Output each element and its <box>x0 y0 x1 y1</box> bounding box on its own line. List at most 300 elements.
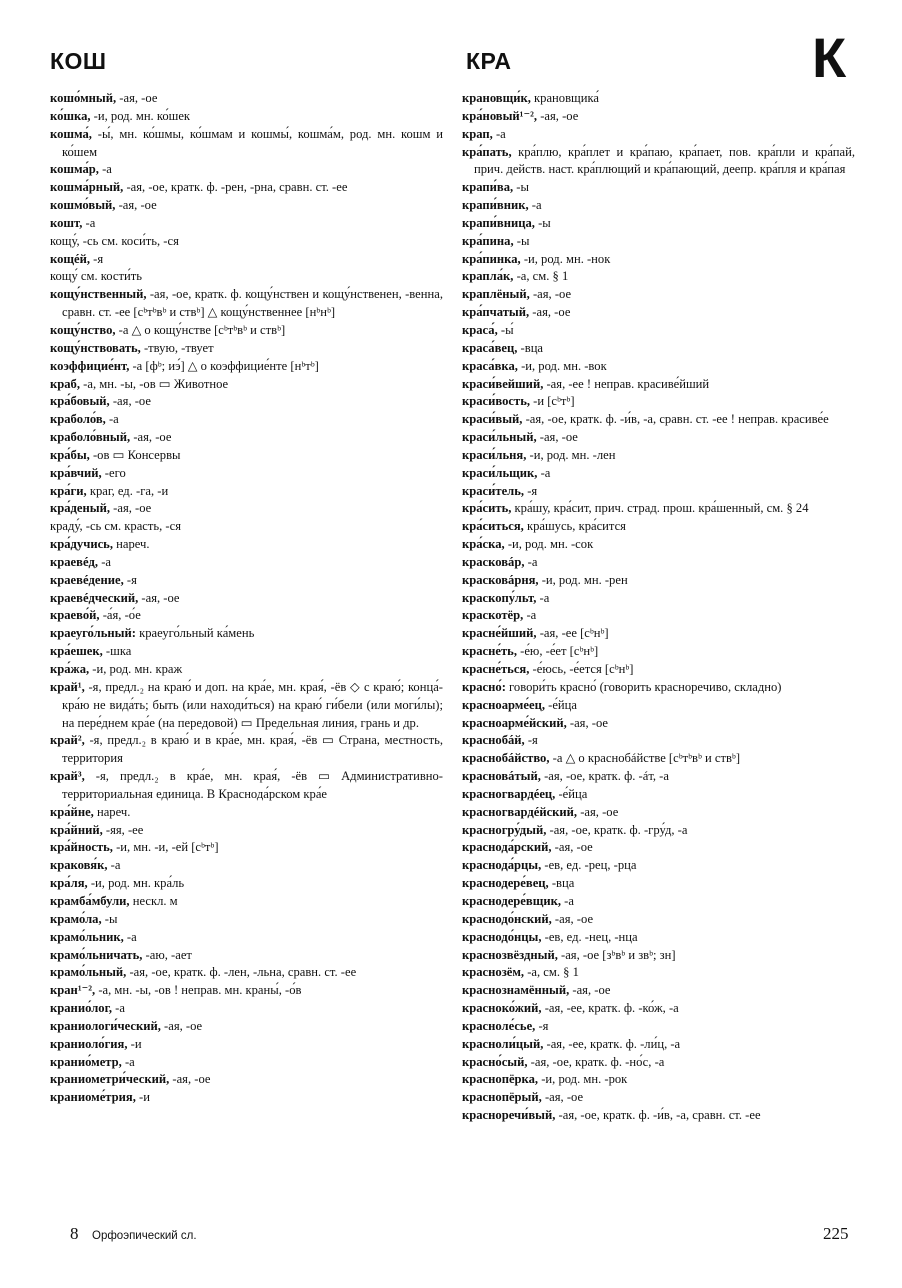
dictionary-entry <box>462 1000 855 1018</box>
entry-definition: -а <box>107 858 121 873</box>
dictionary-entry <box>462 875 855 893</box>
entry-headword: краскотёр, <box>462 608 524 623</box>
entry-definition: -а, см. § 1 <box>513 269 569 284</box>
entry-headword: краснозвёздный, <box>462 947 558 962</box>
entry-definition: кра́шу, кра́сит, прич. страд. прош. кра́шенный, см. § 24 <box>511 501 809 516</box>
entry-definition: -ая, -ое, кратк. ф. -лен, -льна, сравн. ст. -ее <box>126 965 357 980</box>
entry-definition: -ая, -ое <box>160 1018 203 1033</box>
dictionary-entry <box>462 1089 855 1107</box>
entry-definition: -и <box>135 1090 150 1105</box>
dictionary-entry <box>462 590 855 608</box>
entry-headword: краси́вый, <box>462 412 523 427</box>
entry-definition: -а, см. § 1 <box>524 965 579 980</box>
entry-headword: край², <box>50 733 85 748</box>
entry-definition: -а, мн. -ы, -ов ! неправ. мн. краны́, -о́в <box>95 983 302 998</box>
dictionary-entry <box>462 251 855 269</box>
entry-definition: -вца <box>548 876 575 891</box>
entry-headword: крап, <box>462 126 493 141</box>
entry-definition: -ы <box>513 180 529 195</box>
entry-headword: кра́дучись, <box>50 537 113 552</box>
entry-definition: -и, род. мн. краж <box>89 662 183 676</box>
entry-definition: -и, род. мн. -рен <box>538 572 628 587</box>
entry-headword: красновáтый, <box>462 769 541 784</box>
entry-headword: краси́вейший, <box>462 376 544 391</box>
entry-definition: -ая, -ое <box>551 840 593 855</box>
dictionary-entry <box>462 1036 855 1054</box>
entry-headword: кра́ешек, <box>50 644 103 659</box>
entry-headword: краси́льный, <box>462 430 537 445</box>
entry-headword: кра́пина, <box>462 233 514 248</box>
dictionary-entry <box>50 108 443 126</box>
entry-headword: краковя́к, <box>50 858 108 873</box>
dictionary-entry <box>462 322 855 340</box>
entry-definition: -ая, -ое <box>569 983 611 998</box>
entry-definition: кра́плю, кра́плет и кра́паю, кра́пает, пов. кра́пли и кра́пай, прич. действ. наст. кра́плющий и кра́пающий, деепр. кра́пля и кра́пая <box>474 144 855 177</box>
left-page-number: 8 <box>70 1224 79 1243</box>
entry-definition: краду́, -сь см. красть, -ся <box>50 519 181 534</box>
entry-definition: -ев, ед. -рец, -рца <box>541 858 637 873</box>
entry-headword: кранио́метр, <box>50 1054 122 1069</box>
entry-definition: -ая, -ое, кратк. ф. -и́в, -а, сравн. ст. -ее ! неправ. красиве́е <box>522 412 829 427</box>
entry-headword: край³, <box>50 769 85 784</box>
entry-headword: краниологи́ческий, <box>50 1018 161 1033</box>
entry-definition: кощу́ см. кости́ть <box>50 269 142 284</box>
entry-definition: нареч. <box>112 537 150 552</box>
dictionary-entry <box>50 179 443 197</box>
dictionary-entry <box>462 447 855 465</box>
entry-definition: -а́я, -о́е <box>99 608 141 623</box>
entry-definition: -а <box>105 412 119 427</box>
entry-headword: краснопёрый, <box>462 1090 542 1105</box>
entry-headword: кошма́рный, <box>50 180 124 195</box>
dictionary-entry <box>50 215 443 233</box>
dictionary-entry <box>462 90 855 108</box>
entry-headword: краснодо́нский, <box>462 911 552 926</box>
entry-definition: -ая, -ое <box>109 394 151 409</box>
entry-definition: кра́шусь, кра́сится <box>523 519 626 534</box>
entry-headword: кощу́нство, <box>50 322 116 337</box>
entry-definition: -яя, -ее <box>102 822 144 837</box>
entry-definition: -ы <box>101 911 118 926</box>
dictionary-entry <box>50 607 443 625</box>
dictionary-entry <box>50 161 443 179</box>
entry-headword: красногвардéйский, <box>462 804 578 819</box>
entry-headword: кра́деный, <box>50 501 111 516</box>
entry-headword: кра́йне, <box>50 804 94 819</box>
dictionary-entry <box>50 911 443 929</box>
entry-definition: -а <box>561 893 574 908</box>
entry-definition: -а <box>98 554 111 569</box>
entry-definition: -а <box>492 126 506 141</box>
entry-definition: -а <box>121 1054 135 1069</box>
dictionary-entry <box>50 393 443 411</box>
dictionary-entry <box>50 376 443 394</box>
entry-definition: -аю, -ает <box>142 947 192 962</box>
dictionary-entry <box>50 90 443 108</box>
entry-definition: -а <box>123 929 137 944</box>
entry-definition: -и, род. мн. -рок <box>538 1072 628 1087</box>
entry-definition: -а <box>536 590 550 605</box>
entry-headword: кран¹⁻², <box>50 983 96 998</box>
entry-definition: -ая, -ое, кратк. ф. -но́с, -а <box>527 1054 665 1069</box>
dictionary-entry <box>462 982 855 1000</box>
entry-headword: кра́бовый, <box>50 394 110 409</box>
dictionary-entry <box>462 572 855 590</box>
entry-definition: -а <box>524 554 538 569</box>
entry-headword: краси́вость, <box>462 394 530 409</box>
dictionary-entry <box>462 358 855 376</box>
dictionary-entry <box>462 839 855 857</box>
entry-headword: кра́ля, <box>50 876 88 891</box>
entry-definition: -я <box>524 483 538 498</box>
entry-definition: -и, род. мн. -сок <box>504 537 594 552</box>
entry-headword: краснобáй, <box>462 733 525 748</box>
entry-definition: -а [фᵇ; иэ́] △ о коэффицие́нте [нᵇтᵇ] <box>129 358 319 373</box>
entry-headword: краниометри́ческий, <box>50 1072 170 1087</box>
dictionary-entry <box>50 536 443 554</box>
dictionary-entry <box>50 679 443 733</box>
entry-definition: -и [cᵇтᵇ] <box>530 394 575 409</box>
entry-definition: -я <box>123 572 137 587</box>
dictionary-entry <box>462 1107 855 1125</box>
entry-headword: краса́вец, <box>462 340 518 355</box>
dictionary-entry <box>50 126 443 162</box>
entry-definition: -ая, -ое <box>566 715 609 730</box>
entry-definition: -и <box>127 1036 142 1051</box>
entry-definition: -я, предл.₂ в кра́е, мн. края́, -ёв ▭ Административно-территориальная единица. В Краснода́рском кра́е <box>62 769 443 801</box>
entry-headword: кра́бы, <box>50 447 90 462</box>
entry-definition: -я <box>535 1018 549 1033</box>
entry-headword: краснопёрка, <box>462 1072 539 1087</box>
entry-headword: краево́й, <box>50 608 100 623</box>
entry-headword: кра́пать, <box>462 144 512 159</box>
entry-definition: -ая, -ое <box>169 1072 211 1087</box>
dictionary-entry <box>50 1089 443 1107</box>
dictionary-entry <box>50 411 443 429</box>
entry-definition: -ая, -ое <box>541 1090 584 1105</box>
dictionary-entry <box>50 554 443 572</box>
entry-definition: кощу́, -сь см. коси́ть, -ся <box>50 233 179 248</box>
entry-definition: -а <box>82 215 96 230</box>
entry-headword: краниоло́гия, <box>50 1036 128 1051</box>
dictionary-entry <box>50 643 443 661</box>
entry-definition: краг, ед. -га, -и <box>86 483 169 498</box>
entry-definition: -ы́ <box>497 322 514 337</box>
dictionary-entry <box>50 893 443 911</box>
entry-definition: -и, род. мн. -лен <box>526 447 616 462</box>
running-header-right: КРА <box>466 48 512 74</box>
entry-definition: -ая, -ое <box>130 430 172 445</box>
entry-headword: кощу́нствовать, <box>50 340 141 355</box>
entry-headword: красноле́сье, <box>462 1018 536 1033</box>
dictionary-entry <box>462 643 855 661</box>
entry-headword: краснозём, <box>462 965 525 980</box>
entry-definition: -е́йца <box>544 697 577 712</box>
dictionary-entry <box>462 1071 855 1089</box>
entry-headword: краснодере́вец, <box>462 876 549 891</box>
entry-headword: краниоме́трия, <box>50 1090 136 1105</box>
entry-definition: -а <box>528 198 542 213</box>
dictionary-entry <box>50 572 443 590</box>
entry-definition: -ы́, мн. ко́шмы, ко́шмам и кошмы́, кошма́м, род. мн. кошм и ко́шем <box>62 126 443 159</box>
entry-definition: -ая, -ое <box>529 287 572 302</box>
entry-definition: -ы <box>513 233 530 248</box>
book-title: Орфоэпический сл. <box>92 1230 197 1242</box>
entry-definition: -а, мн. -ы, -ов ▭ Животное <box>80 376 229 391</box>
entry-headword: кощéй, <box>50 251 91 266</box>
entry-headword: красне́ться, <box>462 662 530 676</box>
entry-headword: кра́ги, <box>50 483 87 498</box>
dictionary-entry <box>462 286 855 304</box>
entry-headword: кранио́лог, <box>50 1001 113 1016</box>
entry-definition: -а <box>112 1001 125 1016</box>
entry-headword: кра́жа, <box>50 662 90 676</box>
entry-headword: кра́сить, <box>462 501 512 516</box>
entry-headword: крановщи́к, <box>462 91 531 105</box>
entry-definition: -ая, -ее ! неправ. красиве́йший <box>543 376 710 391</box>
dictionary-entry <box>462 108 855 126</box>
entry-definition: -я, предл.₂ в краю́ и в кра́е, мн. края́, -ёв ▭ Страна, местность, территория <box>62 733 443 766</box>
entry-headword: краси́льщик, <box>462 465 538 480</box>
entry-definition: -а △ о краснобáйстве [cᵇтᵇвᵇ и ствᵇ] <box>549 751 741 766</box>
dictionary-entry <box>50 286 443 322</box>
dictionary-entry <box>50 268 443 286</box>
dictionary-entry <box>462 268 855 286</box>
dictionary-entry <box>50 429 443 447</box>
entry-definition: -и, род. мн. -вок <box>517 358 607 373</box>
dictionary-entry <box>50 197 443 215</box>
entry-definition: -ов ▭ Консервы <box>89 447 181 462</box>
left-column <box>50 90 443 1107</box>
dictionary-entry <box>462 679 855 697</box>
entry-headword: краси́тель, <box>462 483 525 498</box>
dictionary-entry <box>50 358 443 376</box>
dictionary-entry <box>462 536 855 554</box>
dictionary-entry <box>50 857 443 875</box>
dictionary-entry <box>462 929 855 947</box>
dictionary-entry <box>462 750 855 768</box>
dictionary-entry <box>462 411 855 429</box>
entry-definition: -е́ю, -е́ет [cᵇнᵇ] <box>517 644 599 659</box>
entry-headword: краб, <box>50 376 81 391</box>
entry-headword: красковáр, <box>462 554 525 569</box>
entry-definition: -ая, -ое <box>577 804 619 819</box>
entry-headword: краплёный, <box>462 287 530 302</box>
dictionary-entry <box>50 1018 443 1036</box>
entry-definition: -а △ о кощу́нстве [cᵇтᵇвᵇ и ствᵇ] <box>115 322 286 337</box>
entry-headword: краснодере́вщик, <box>462 893 561 908</box>
entry-headword: краса́вка, <box>462 358 518 373</box>
entry-definition: -ая, -ее, кратк. ф. -ли́ц, -а <box>543 1036 681 1051</box>
dictionary-entry <box>50 1054 443 1072</box>
entry-definition: -и, род. мн. -нок <box>520 251 611 266</box>
entry-headword: красногвардéец, <box>462 786 556 801</box>
right-page-number: 225 <box>823 1224 849 1243</box>
dictionary-entry <box>50 661 443 679</box>
entry-definition: -ев, ед. -нец, -нца <box>541 929 638 944</box>
entry-definition: -ая, -ое <box>138 590 180 605</box>
dictionary-entry <box>50 590 443 608</box>
running-header-left: КОШ <box>50 48 107 74</box>
entry-headword: краскопу́льт, <box>462 590 537 605</box>
entry-headword: красковáрня, <box>462 572 539 587</box>
dictionary-entry <box>50 340 443 358</box>
entry-headword: кра́пинка, <box>462 251 521 266</box>
entry-headword: кошма́р, <box>50 162 99 177</box>
entry-headword: кра́новый¹⁻², <box>462 108 538 123</box>
entry-headword: краевéдческий, <box>50 590 139 605</box>
dictionary-entry <box>50 447 443 465</box>
entry-headword: красноко́жий, <box>462 1001 542 1016</box>
dictionary-entry <box>462 304 855 322</box>
entry-definition: -я <box>524 733 538 748</box>
entry-headword: краевéдение, <box>50 572 124 587</box>
dictionary-entry <box>462 1054 855 1072</box>
dictionary-entry <box>462 768 855 786</box>
entry-definition: -е́юсь, -е́ется [cᵇнᵇ] <box>529 662 634 676</box>
dictionary-entry <box>50 625 443 643</box>
entry-headword: крапи́вница, <box>462 215 535 230</box>
entry-headword: кошмо́вый, <box>50 198 116 213</box>
dictionary-entry <box>50 839 443 857</box>
entry-definition: -ая, -ое <box>537 108 579 123</box>
entry-headword: кра́ска, <box>462 537 505 552</box>
entry-headword: краси́льня, <box>462 447 527 462</box>
entry-headword: красногру́дый, <box>462 822 547 837</box>
entry-headword: крапи́ва, <box>462 180 514 195</box>
entry-definition: -ая, -ое, кратк. ф. -áт, -а <box>540 769 669 784</box>
dictionary-entry <box>462 126 855 144</box>
entry-headword: кра́ситься, <box>462 519 524 534</box>
entry-definition: -и, мн. -и, -ей [cᵇтᵇ] <box>112 840 219 855</box>
entry-definition: -и, род. мн. кра́ль <box>87 876 185 891</box>
dictionary-entry <box>462 625 855 643</box>
dictionary-entry <box>462 786 855 804</box>
dictionary-entry <box>462 1018 855 1036</box>
entry-definition: -ая, -ое <box>116 91 158 105</box>
entry-headword: красно́: <box>462 679 506 694</box>
entry-definition: -а <box>537 465 551 480</box>
dictionary-entry <box>462 215 855 233</box>
entry-definition: -ая, -ое, кратк. ф. -гру́д, -а <box>546 822 688 837</box>
entry-definition: -ая, -ое <box>551 911 594 926</box>
dictionary-entry <box>462 465 855 483</box>
entry-headword: коэффицие́нт, <box>50 358 130 373</box>
entry-headword: красне́йший, <box>462 626 537 641</box>
entry-definition: -ая, -ое <box>115 198 157 213</box>
dictionary-entry <box>50 947 443 965</box>
dictionary-entry <box>462 661 855 679</box>
entry-definition: -а <box>523 608 537 623</box>
entry-definition: -я, предл.₂ на краю́ и доп. на кра́е, мн. края́, -ёв ◇ с краю́; конца́-кра́ю не вида́ть; быть (или находи́ться) на краю́ ги́бели (или моги́лы); на пере́днем кра́е (на передовой) ▭ Предельная линия, грань и др. <box>62 679 443 730</box>
entry-headword: краснода́рский, <box>462 840 552 855</box>
entry-headword: красноарме́йский, <box>462 715 567 730</box>
entry-headword: краснодо́нцы, <box>462 929 542 944</box>
entry-headword: красноарме́ец, <box>462 697 545 712</box>
entry-headword: красноли́цый, <box>462 1036 544 1051</box>
dictionary-entry <box>50 929 443 947</box>
entry-headword: красноречи́вый, <box>462 1108 556 1123</box>
entry-headword: кра́йность, <box>50 840 113 855</box>
entry-headword: кощу́нственный, <box>50 287 147 302</box>
dictionary-entry <box>50 1000 443 1018</box>
entry-definition: -ая, -ее [cᵇнᵇ] <box>536 626 609 641</box>
dictionary-entry <box>462 697 855 715</box>
dictionary-entry <box>50 822 443 840</box>
dictionary-entry <box>50 804 443 822</box>
entry-definition: -и, род. мн. ко́шек <box>90 108 191 123</box>
entry-headword: красне́ть, <box>462 644 517 659</box>
dictionary-entry <box>50 875 443 893</box>
entry-definition: нескл. м <box>129 893 178 908</box>
dictionary-entry <box>462 607 855 625</box>
entry-headword: кошт, <box>50 215 83 230</box>
entry-headword: ко́шка, <box>50 108 91 123</box>
entry-definition: -а <box>98 162 112 177</box>
entry-headword: крамба́мбули, <box>50 893 130 908</box>
entry-headword: кошма́, <box>50 126 92 141</box>
dictionary-entry <box>50 518 443 536</box>
entry-headword: крапи́вник, <box>462 198 529 213</box>
entry-definition: -я <box>90 251 104 266</box>
dictionary-entry <box>462 518 855 536</box>
dictionary-entry <box>50 982 443 1000</box>
entry-definition: нареч. <box>93 804 131 819</box>
dictionary-entry <box>462 964 855 982</box>
dictionary-entry <box>50 465 443 483</box>
entry-headword: кошо́мный, <box>50 91 117 105</box>
entry-headword: краболо́в, <box>50 412 106 427</box>
dictionary-entry <box>50 322 443 340</box>
entry-headword: кра́йний, <box>50 822 103 837</box>
dictionary-entry <box>462 483 855 501</box>
entry-headword: краеуго́льный: <box>50 626 136 641</box>
dictionary-entry <box>50 251 443 269</box>
dictionary-entry <box>50 964 443 982</box>
entry-headword: крамо́ла, <box>50 911 102 926</box>
entry-headword: краснобáйство, <box>462 751 550 766</box>
entry-definition: -ая, -ое, кратк. ф. -рен, -рна, сравн. ст. -ее <box>123 180 348 195</box>
section-letter: К <box>812 26 847 89</box>
dictionary-entry <box>462 197 855 215</box>
entry-headword: крамо́льный, <box>50 965 127 980</box>
entry-headword: кра́пчатый, <box>462 305 530 320</box>
footer-left <box>70 1224 197 1244</box>
entry-definition: краеуго́льный ка́мень <box>135 626 255 641</box>
entry-headword: крамо́льник, <box>50 929 124 944</box>
entry-headword: красно́сый, <box>462 1054 528 1069</box>
entry-definition: -ая, -ее, кратк. ф. -ко́ж, -а <box>541 1001 679 1016</box>
dictionary-entry <box>462 144 855 180</box>
dictionary-entry <box>462 947 855 965</box>
dictionary-entry <box>462 340 855 358</box>
dictionary-entry <box>462 732 855 750</box>
dictionary-entry <box>50 1071 443 1089</box>
dictionary-entry <box>462 179 855 197</box>
entry-headword: кра́вчий, <box>50 465 102 480</box>
dictionary-entry <box>462 804 855 822</box>
entry-definition: -е́йца <box>555 786 588 801</box>
entry-definition: -твую, -твует <box>140 340 214 355</box>
dictionary-entry <box>50 500 443 518</box>
entry-definition: говори́ть красно́ (говорить красноречиво, складно) <box>505 679 782 694</box>
dictionary-entry <box>462 393 855 411</box>
dictionary-entry <box>50 233 443 251</box>
entry-definition: -ая, -ое [зᵇвᵇ и звᵇ; зн] <box>557 947 676 962</box>
entry-definition: -ая, -ое <box>110 501 152 516</box>
dictionary-entry <box>462 893 855 911</box>
entry-headword: краснознамённый, <box>462 983 570 998</box>
